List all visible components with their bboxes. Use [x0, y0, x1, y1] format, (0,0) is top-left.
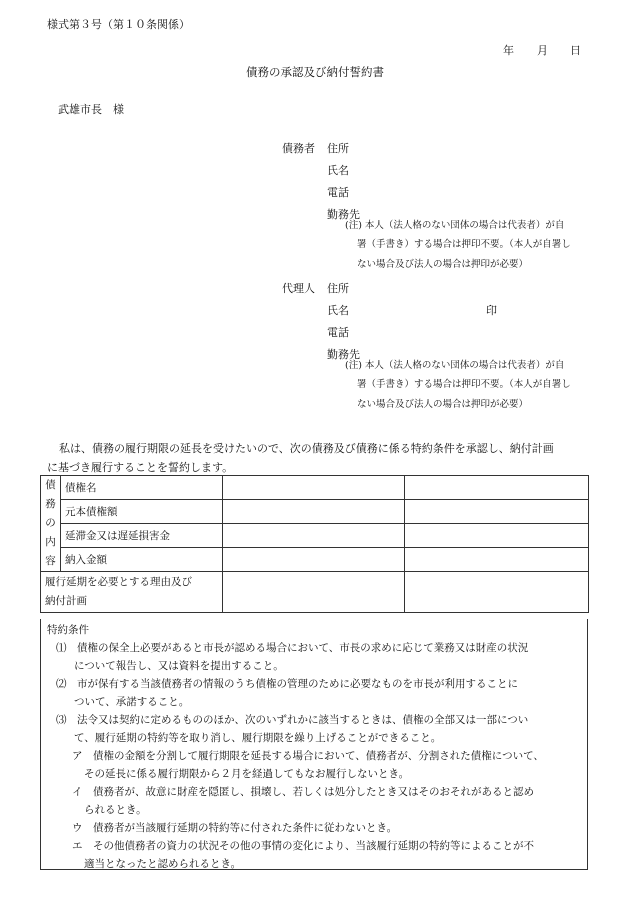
debtor-heading: 債務者: [282, 142, 315, 155]
date-day: 日: [570, 44, 581, 57]
debtor-phone-label: 電話: [327, 186, 349, 199]
term-u-line-1: ウ 債務者が当該履行延期の特約等に付された条件に従わないとき。: [72, 822, 398, 834]
term-a-line-2: その延長に係る履行期限から２月を経過してもなお履行しないとき。: [84, 768, 410, 780]
reason-plan-cell-1[interactable]: [223, 572, 405, 613]
document-title: 債務の承認及び納付誓約書: [246, 65, 384, 79]
row-label-reason-plan: 履行延期を必要とする理由及び 納付計画: [41, 572, 223, 613]
debtor-note-3: ない場合及び法人の場合は押印が必要）: [357, 259, 529, 270]
debt-table: [40, 475, 589, 613]
debtor-workplace-label: 勤務先: [327, 208, 360, 221]
addressee: 武雄市長 様: [58, 103, 124, 116]
term-1-line-2: について報告し、又は資料を提出すること。: [74, 660, 284, 672]
term-e-line-2: 適当となったと認められるとき。: [84, 858, 242, 870]
terms-heading: 特約条件: [47, 624, 89, 636]
agent-name-label: 氏名: [327, 304, 349, 317]
date-month: 月: [537, 44, 548, 57]
claim-name-cell-1[interactable]: [223, 476, 405, 500]
term-i-line-1: イ 債務者が、故意に財産を隠匿し、損壊し、若しくは処分したとき又はそのおそれがあると認め: [72, 786, 534, 798]
payment-amount-cell-2[interactable]: [405, 548, 589, 572]
debtor-name-label: 氏名: [327, 164, 349, 177]
reason-plan-cell-2[interactable]: [405, 572, 589, 613]
agent-note-1: (注) 本人（法人格のない団体の場合は代表者）が自: [345, 360, 565, 371]
debt-details-label: 債 務 の 内 容: [41, 476, 61, 572]
form-id: 様式第３号（第１０条関係）: [47, 18, 190, 31]
row-label-late-charges: 延滞金又は遅延損害金: [61, 524, 223, 548]
agent-note-2: 署（手書き）する場合は押印不要。（本人が自署し: [357, 379, 571, 390]
late-charges-cell-2[interactable]: [405, 524, 589, 548]
agent-heading: 代理人: [282, 282, 315, 295]
statement-line-1: 私は、債務の履行期限の延長を受けたいので、次の債務及び債務に係る特約条件を承認し、納付計画: [59, 442, 554, 455]
agent-workplace-label: 勤務先: [327, 348, 360, 361]
term-2-line-2: ついて、承諾すること。: [74, 696, 190, 708]
debtor-note-2: 署（手書き）する場合は押印不要。（本人が自署し: [357, 239, 571, 250]
agent-phone-label: 電話: [327, 326, 349, 339]
term-2-line-1: ⑵ 市が保有する当該債務者の情報のうち債権の管理のために必要なものを市長が利用することに: [56, 678, 518, 690]
special-terms-box: [40, 619, 588, 870]
date-year: 年: [503, 44, 514, 57]
principal-cell-2[interactable]: [405, 500, 589, 524]
principal-cell-1[interactable]: [223, 500, 405, 524]
claim-name-cell-2[interactable]: [405, 476, 589, 500]
term-1-line-1: ⑴ 債権の保全上必要があると市長が認める場合において、市長の求めに応じて業務又は財産の状況: [56, 642, 529, 654]
statement-line-2: に基づき履行することを誓約します。: [47, 461, 234, 474]
term-3-line-1: ⑶ 法令又は契約に定めるもののほか、次のいずれかに該当するときは、債権の全部又は一部につい: [56, 714, 529, 726]
term-3-line-2: て、履行延期の特約等を取り消し、履行期限を繰り上げることができること。: [74, 732, 442, 744]
payment-amount-cell-1[interactable]: [223, 548, 405, 572]
term-e-line-1: エ その他債務者の資力の状況その他の事情の変化により、当該履行延期の特約等によることが不: [72, 840, 534, 852]
late-charges-cell-1[interactable]: [223, 524, 405, 548]
term-i-line-2: られるとき。: [84, 804, 147, 816]
row-label-principal: 元本債権額: [61, 500, 223, 524]
row-label-payment-amount: 納入金額: [61, 548, 223, 572]
term-a-line-1: ア 債権の金額を分割して履行期限を延長する場合において、債務者が、分割された債権について、: [72, 750, 544, 762]
agent-address-label: 住所: [327, 282, 349, 295]
seal-mark: 印: [486, 304, 497, 317]
debtor-address-label: 住所: [327, 142, 349, 155]
row-label-claim-name: 債権名: [61, 476, 223, 500]
agent-note-3: ない場合及び法人の場合は押印が必要）: [357, 399, 529, 410]
debtor-note-1: (注) 本人（法人格のない団体の場合は代表者）が自: [345, 220, 565, 231]
